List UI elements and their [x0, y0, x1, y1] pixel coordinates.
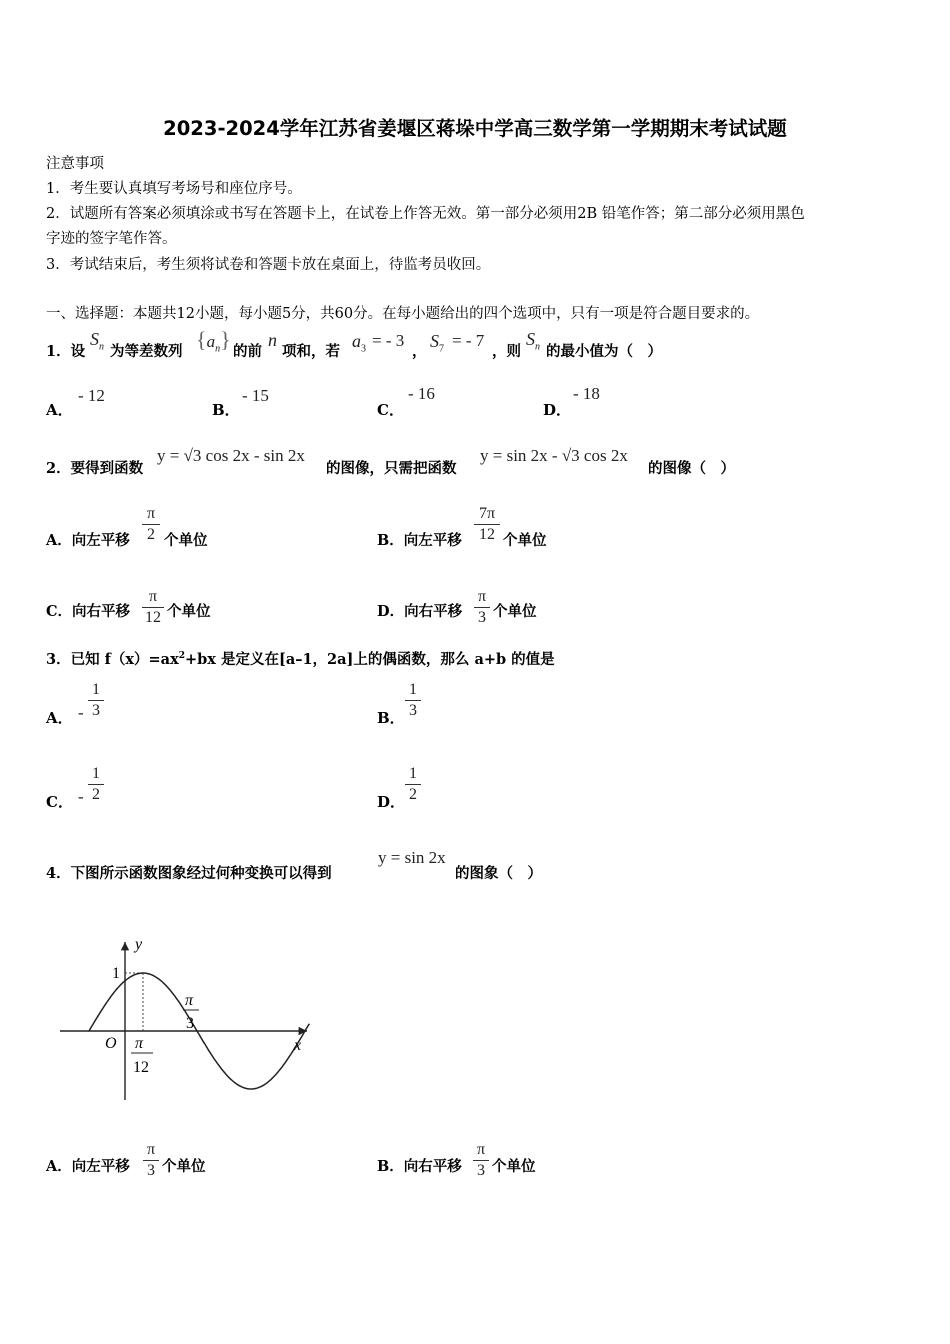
pi3-numerator: π — [185, 992, 194, 1009]
q4-text-2: 的图象（ ） — [455, 865, 542, 882]
note-3: 3．考试结束后，考生须将试卷和答题卡放在桌面上，待监考员收回。 — [46, 257, 491, 273]
q2-option-b-fraction: 7π 12 — [474, 505, 500, 544]
q3-option-a-fraction: 1 3 — [88, 681, 104, 720]
q3-option-a-sign: - — [78, 703, 84, 722]
q1-an-symbol: $\{a_n\}$ — [196, 327, 231, 355]
pi12-denominator: 12 — [133, 1059, 149, 1076]
q1-option-b-value: - 15 — [242, 386, 269, 405]
note-2a: 2．试题所有答案必须填涂或书写在答题卡上，在试卷上作答无效。第一部分必须用2B 铅笔作答；第二部分必须用黑色 — [46, 206, 805, 222]
q2-function-1: y = √3 cos 2x - sin 2x — [157, 446, 305, 465]
q3-option-d-label: D． — [377, 793, 406, 811]
pi3-denominator: 3 — [186, 1015, 194, 1032]
q1-a3-symbol: $a_3$ — [352, 331, 366, 355]
q2-option-d-suffix: 个单位 — [493, 603, 537, 620]
q1-option-d-value: - 18 — [573, 384, 600, 403]
q4-option-a-fraction: π 3 — [143, 1141, 159, 1180]
q1-option-a-label: A． — [46, 401, 73, 419]
max-value-label: 1 — [112, 965, 120, 982]
x-axis-label: x — [294, 1037, 302, 1054]
q4-option-a-label: A．向左平移 — [46, 1158, 130, 1175]
q1-option-a-value: - 12 — [78, 386, 105, 405]
q1-text-5: ，则 — [492, 343, 521, 360]
q4-option-b-label: B．向右平移 — [377, 1158, 462, 1175]
q4-option-b-fraction: π 3 — [473, 1141, 489, 1180]
q2-option-d-label: D．向右平移 — [377, 603, 463, 620]
q1-text-4: 项和，若 — [282, 343, 340, 360]
q1-text-2: 为等差数列 — [110, 343, 183, 360]
q1-option-d-label: D． — [543, 401, 572, 419]
q2-option-c-fraction: π 12 — [142, 588, 164, 627]
q3-option-b-label: B． — [377, 709, 405, 727]
origin-label: O — [105, 1035, 117, 1052]
notes-heading: 注意事项 — [46, 156, 104, 172]
q1-option-c-value: - 16 — [408, 384, 435, 403]
q3-option-c-label: C． — [46, 793, 73, 811]
q4-function-graph — [55, 930, 320, 1110]
page-title: 2023-2024学年江苏省姜堰区蒋垛中学高三数学第一学期期末考试试题 — [163, 117, 787, 140]
note-2b: 字迹的签字笔作答。 — [46, 231, 177, 247]
q3-option-d-fraction: 1 2 — [405, 765, 421, 804]
y-axis-label: y — [135, 936, 143, 953]
q1-comma: ， — [412, 343, 427, 360]
q1-n-symbol: n — [268, 330, 277, 350]
q3-text: 3．已知 $f(x)=ax^2+bx$ 是定义在[a–1，2a]上的偶函数，那么 a+b 的值是 — [46, 651, 555, 668]
q4-text-1: 4．下图所示函数图象经过何种变换可以得到 — [46, 865, 332, 882]
q1-option-b-label: B． — [212, 401, 240, 419]
q4-option-b-suffix: 个单位 — [492, 1158, 536, 1175]
q1-sn-symbol-2: $S_n$ — [526, 329, 540, 353]
q3-option-a-label: A． — [46, 709, 73, 727]
q1-a3-value: = - 3 — [372, 331, 405, 350]
q2-option-c-suffix: 个单位 — [167, 603, 211, 620]
q2-option-b-suffix: 个单位 — [503, 532, 547, 549]
q1-s7-value: = - 7 — [452, 331, 485, 350]
q2-option-b-label: B．向左平移 — [377, 532, 462, 549]
q2-option-a-label: A．向左平移 — [46, 532, 130, 549]
q3-option-b-fraction: 1 3 — [405, 681, 421, 720]
q2-text-1: 2．要得到函数 — [46, 460, 144, 477]
pi12-numerator: π — [135, 1035, 144, 1052]
q3-option-c-sign: - — [78, 787, 84, 806]
section-heading: 一、选择题：本题共12小题，每小题5分，共60分。在每小题给出的四个选项中，只有一项是符合题目要求的。 — [46, 306, 760, 322]
q1-sn-symbol: $S_n$ — [90, 329, 104, 353]
q4-function: y = sin 2x — [378, 848, 446, 867]
q2-text-2: 的图像，只需把函数 — [326, 460, 457, 477]
q1-text-3: 的前 — [233, 343, 262, 360]
q2-option-d-fraction: π 3 — [474, 588, 490, 627]
q2-option-a-suffix: 个单位 — [164, 532, 208, 549]
q2-text-3: 的图像（ ） — [648, 460, 735, 477]
q4-option-a-suffix: 个单位 — [162, 1158, 206, 1175]
q2-option-a-fraction: π 2 — [142, 505, 160, 544]
q1-text-1: 1．设 — [46, 343, 86, 360]
q1-text-6: 的最小值为（ ） — [546, 343, 662, 360]
note-1: 1．考生要认真填写考场号和座位序号。 — [46, 181, 302, 197]
q1-s7-symbol: $S_7$ — [430, 331, 444, 355]
q3-option-c-fraction: 1 2 — [88, 765, 104, 804]
q2-function-2: y = sin 2x - √3 cos 2x — [480, 446, 628, 465]
q2-option-c-label: C．向右平移 — [46, 603, 131, 620]
q1-option-c-label: C． — [377, 401, 404, 419]
